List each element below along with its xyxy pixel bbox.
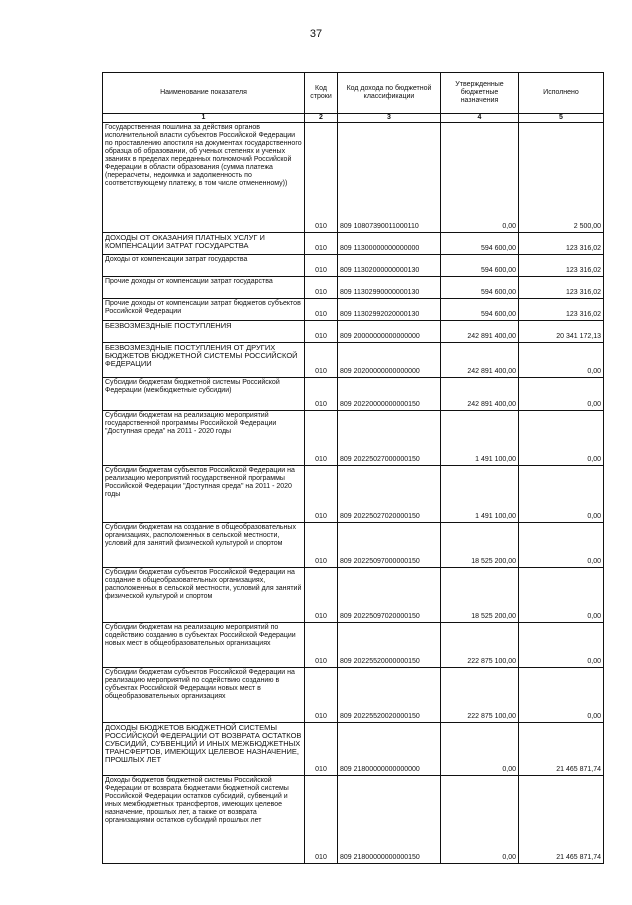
revenue-code-cell: 809 20225097000000150 [338, 523, 441, 568]
indicator-name-cell: БЕЗВОЗМЕЗДНЫЕ ПОСТУПЛЕНИЯ [103, 321, 305, 343]
revenue-code-cell: 809 20000000000000000 [338, 321, 441, 343]
approved-amount-cell: 594 600,00 [441, 299, 519, 321]
table-row [103, 233, 604, 255]
revenue-code-cell: 809 20225027020000150 [338, 466, 441, 523]
header-revenue-code: Код дохода по бюджетной классификации [338, 73, 441, 114]
executed-amount-cell: 20 341 172,13 [519, 321, 604, 343]
revenue-code-cell: 809 20220000000000150 [338, 378, 441, 411]
table-row [103, 343, 604, 378]
approved-amount-cell: 1 491 100,00 [441, 466, 519, 523]
indicator-name-cell: Доходы от компенсации затрат государства [103, 255, 305, 277]
column-number: 2 [305, 114, 338, 123]
executed-amount-cell: 123 316,02 [519, 277, 604, 299]
indicator-name-cell: Субсидии бюджетам субъектов Российской Федерации на реализацию мероприятий государственной программы Российской Федерации "Доступная среда" на 2011 - 2020 годы [103, 466, 305, 523]
indicator-name-cell: Субсидии бюджетам на реализацию мероприятий по содействию созданию в субъектах Российской Федерации новых мест в общеобразовательных организациях [103, 623, 305, 668]
approved-amount-cell: 18 525 200,00 [441, 523, 519, 568]
approved-amount-cell: 222 875 100,00 [441, 623, 519, 668]
line-code-cell: 010 [305, 255, 338, 277]
line-code-cell: 010 [305, 378, 338, 411]
approved-amount-cell: 594 600,00 [441, 233, 519, 255]
line-code-cell: 010 [305, 466, 338, 523]
table-row [103, 378, 604, 411]
column-number: 1 [103, 114, 305, 123]
revenue-code-cell: 809 21800000000000150 [338, 776, 441, 864]
revenue-code-cell: 809 20225027000000150 [338, 411, 441, 466]
indicator-name-cell: БЕЗВОЗМЕЗДНЫЕ ПОСТУПЛЕНИЯ ОТ ДРУГИХ БЮДЖЕТОВ БЮДЖЕТНОЙ СИСТЕМЫ РОССИЙСКОЙ ФЕДЕРАЦИИ [103, 343, 305, 378]
executed-amount-cell: 123 316,02 [519, 299, 604, 321]
approved-amount-cell: 0,00 [441, 723, 519, 776]
table-row [103, 277, 604, 299]
header-line-code: Код строки [305, 73, 338, 114]
executed-amount-cell: 21 465 871,74 [519, 776, 604, 864]
revenue-code-cell: 809 20225520000000150 [338, 623, 441, 668]
executed-amount-cell: 0,00 [519, 411, 604, 466]
approved-amount-cell: 0,00 [441, 776, 519, 864]
executed-amount-cell: 0,00 [519, 623, 604, 668]
revenue-code-cell: 809 11300000000000000 [338, 233, 441, 255]
line-code-cell: 010 [305, 623, 338, 668]
header-row [103, 73, 604, 114]
table-row [103, 299, 604, 321]
column-number: 3 [338, 114, 441, 123]
approved-amount-cell: 18 525 200,00 [441, 568, 519, 623]
revenue-code-cell: 809 11302990000000130 [338, 277, 441, 299]
indicator-name-cell: Субсидии бюджетам бюджетной системы Российской Федерации (межбюджетные субсидии) [103, 378, 305, 411]
line-code-cell: 010 [305, 411, 338, 466]
executed-amount-cell: 0,00 [519, 378, 604, 411]
line-code-cell: 010 [305, 776, 338, 864]
column-number-row [103, 114, 604, 123]
table-row [103, 466, 604, 523]
line-code-cell: 010 [305, 668, 338, 723]
revenue-code-cell: 809 20225520020000150 [338, 668, 441, 723]
indicator-name-cell: Прочие доходы от компенсации затрат бюджетов субъектов Российской Федерации [103, 299, 305, 321]
revenue-code-cell: 809 20200000000000000 [338, 343, 441, 378]
line-code-cell: 010 [305, 233, 338, 255]
line-code-cell: 010 [305, 523, 338, 568]
header-approved: Утвержденные бюджетные назначения [441, 73, 519, 114]
indicator-name-cell: Субсидии бюджетам субъектов Российской Федерации на создание в общеобразовательных организациях, расположенных в сельской местности, условий для занятий физической культурой и спортом [103, 568, 305, 623]
table-row [103, 255, 604, 277]
table-row [103, 723, 604, 776]
approved-amount-cell: 594 600,00 [441, 255, 519, 277]
column-number: 5 [519, 114, 604, 123]
approved-amount-cell: 1 491 100,00 [441, 411, 519, 466]
executed-amount-cell: 123 316,02 [519, 233, 604, 255]
column-number: 4 [441, 114, 519, 123]
table-row [103, 668, 604, 723]
page-number: 37 [309, 28, 323, 40]
approved-amount-cell: 222 875 100,00 [441, 668, 519, 723]
table-row [103, 123, 604, 233]
line-code-cell: 010 [305, 321, 338, 343]
header-indicator-name: Наименование показателя [103, 73, 305, 114]
revenue-code-cell: 809 20225097020000150 [338, 568, 441, 623]
indicator-name-cell: ДОХОДЫ ОТ ОКАЗАНИЯ ПЛАТНЫХ УСЛУГ И КОМПЕНСАЦИИ ЗАТРАТ ГОСУДАРСТВА [103, 233, 305, 255]
executed-amount-cell: 0,00 [519, 523, 604, 568]
line-code-cell: 010 [305, 568, 338, 623]
table-row [103, 523, 604, 568]
line-code-cell: 010 [305, 299, 338, 321]
revenue-code-cell: 809 21800000000000000 [338, 723, 441, 776]
revenue-code-cell: 809 11302992020000130 [338, 299, 441, 321]
executed-amount-cell: 123 316,02 [519, 255, 604, 277]
approved-amount-cell: 0,00 [441, 123, 519, 233]
executed-amount-cell: 0,00 [519, 668, 604, 723]
approved-amount-cell: 242 891 400,00 [441, 343, 519, 378]
executed-amount-cell: 21 465 871,74 [519, 723, 604, 776]
executed-amount-cell: 2 500,00 [519, 123, 604, 233]
table-row [103, 776, 604, 864]
indicator-name-cell: Государственная пошлина за действия органов исполнительной власти субъектов Российской Федерации по проставлению апостиля на документах государственного образца об образовании, об ученых степенях и ученых званиях в пределах переданных полномочий Российской Федерации в области образования (сумма платежа (перерасчеты, недоимка и задолженность по соответствующему платежу, в том числе отмененному)) [103, 123, 305, 233]
approved-amount-cell: 594 600,00 [441, 277, 519, 299]
line-code-cell: 010 [305, 123, 338, 233]
revenue-report-table [102, 72, 604, 864]
table-row [103, 411, 604, 466]
indicator-name-cell: Субсидии бюджетам на создание в общеобразовательных организациях, расположенных в сельской местности, условий для занятий физической культурой и спортом [103, 523, 305, 568]
indicator-name-cell: Доходы бюджетов бюджетной системы Российской Федерации от возврата бюджетами бюджетной системы Российской Федерации остатков субсидий, субвенций и иных межбюджетных трансфертов, имеющих целевое назначение, прошлых лет, а также от возврата организациями остатков субсидий прошлых лет [103, 776, 305, 864]
table-row [103, 623, 604, 668]
line-code-cell: 010 [305, 277, 338, 299]
table-row [103, 568, 604, 623]
executed-amount-cell: 0,00 [519, 466, 604, 523]
executed-amount-cell: 0,00 [519, 568, 604, 623]
table-row [103, 321, 604, 343]
header-executed: Исполнено [519, 73, 604, 114]
indicator-name-cell: Субсидии бюджетам субъектов Российской Федерации на реализацию мероприятий по содействию созданию в субъектах Российской Федерации новых мест в общеобразовательных организациях [103, 668, 305, 723]
approved-amount-cell: 242 891 400,00 [441, 321, 519, 343]
table-body [103, 123, 604, 864]
indicator-name-cell: Прочие доходы от компенсации затрат государства [103, 277, 305, 299]
revenue-code-cell: 809 10807390011000110 [338, 123, 441, 233]
line-code-cell: 010 [305, 343, 338, 378]
executed-amount-cell: 0,00 [519, 343, 604, 378]
approved-amount-cell: 242 891 400,00 [441, 378, 519, 411]
revenue-code-cell: 809 11302000000000130 [338, 255, 441, 277]
indicator-name-cell: Субсидии бюджетам на реализацию мероприятий государственной программы Российской Федерации "Доступная среда" на 2011 - 2020 годы [103, 411, 305, 466]
line-code-cell: 010 [305, 723, 338, 776]
indicator-name-cell: ДОХОДЫ БЮДЖЕТОВ БЮДЖЕТНОЙ СИСТЕМЫ РОССИЙСКОЙ ФЕДЕРАЦИИ ОТ ВОЗВРАТА ОСТАТКОВ СУБСИДИЙ, СУБВЕНЦИЙ И ИНЫХ МЕЖБЮДЖЕТНЫХ ТРАНСФЕРТОВ, ИМЕЮЩИХ ЦЕЛЕВОЕ НАЗНАЧЕНИЕ, ПРОШЛЫХ ЛЕТ [103, 723, 305, 776]
